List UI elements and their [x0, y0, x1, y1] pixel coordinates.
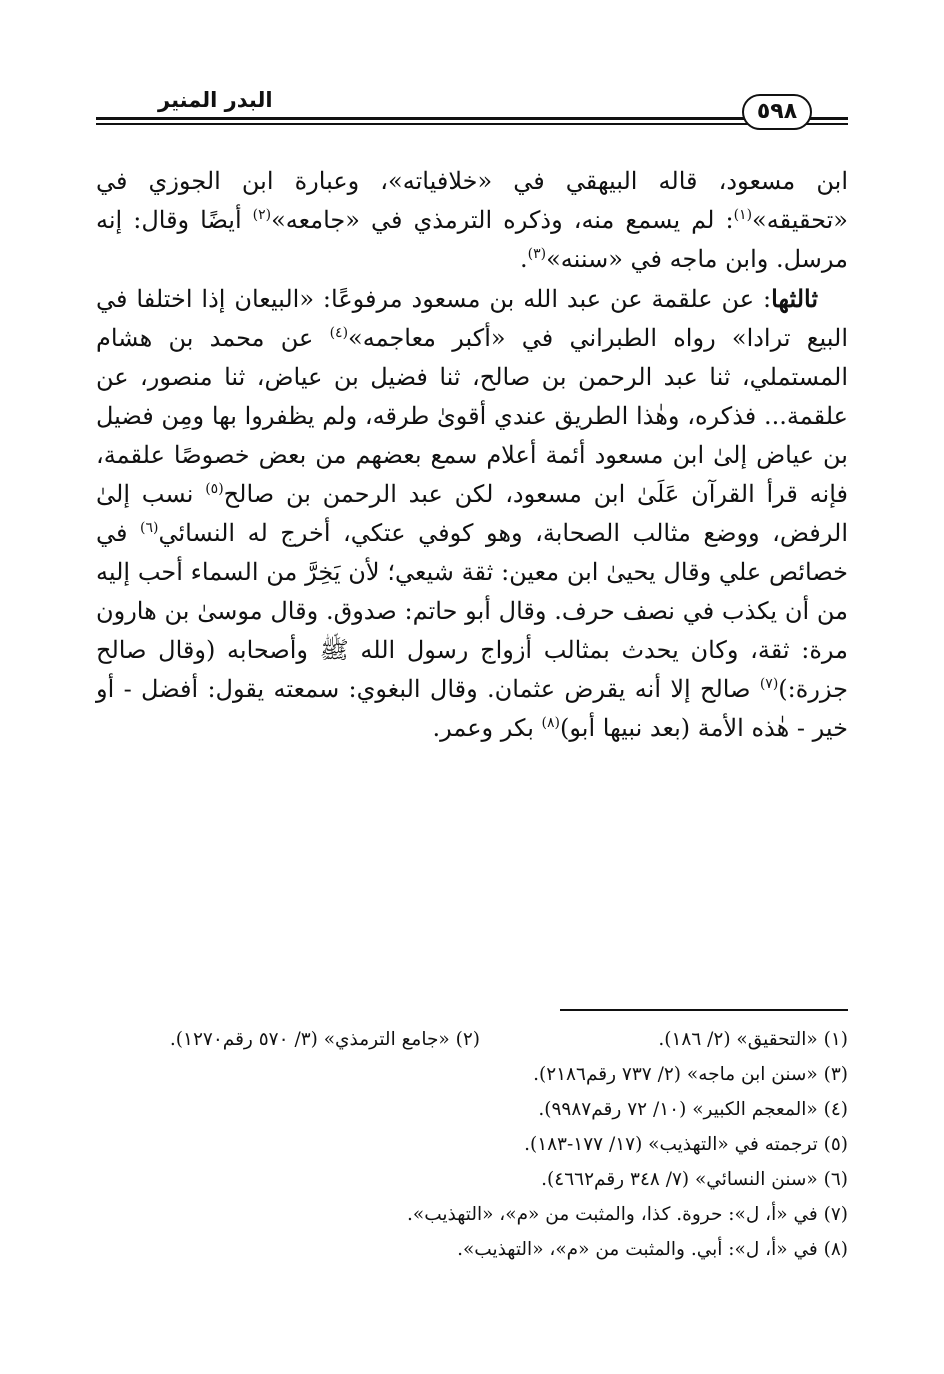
- footnote-2: (٢) «جامع الترمذي» (٣/ ٥٧٠ رقم١٢٧٠).: [169, 1029, 480, 1050]
- footnote-ref-4: (٤): [329, 325, 349, 341]
- footnote-ref-7: (٧): [759, 676, 779, 692]
- book-title: البدر المنير: [148, 88, 283, 112]
- footnote-ref-3: (٣): [527, 246, 547, 262]
- main-text: [96, 162, 848, 748]
- header-rule-thick: [96, 117, 848, 120]
- footnote-ref-6: (٦): [140, 520, 159, 536]
- paragraph-1: ابن مسعود، قاله البيهقي في «خلافياته»، وعبارة ابن الجوزي في «تحقيقه»$^{(١)}$: لم يسمع منه، وذكره الترمذي في «جامعه»$^{(٢)}$ أيضًا وقال: إنه مرسل. وابن ماجه في «سننه»$^{(٣)}$.: [96, 167, 848, 273]
- footnotes: [96, 1022, 848, 1267]
- footnote-3: (٣) «سنن ابن ماجه» (٢/ ٧٣٧ رقم٢١٨٦).: [533, 1064, 848, 1085]
- footnote-6: (٦) «سنن النسائي» (٧/ ٣٤٨ رقم٤٦٦٢).: [541, 1169, 848, 1190]
- paragraph-2: ثالثها: عن علقمة عن عبد الله بن مسعود مرفوعًا: «البيعان إذا اختلفا في البيع ترادا» رواه الطبراني في «أكبر معاجمه»$^{(٤)}$ عن محمد بن هشام المستملي، ثنا عبد الرحمن بن صالح، ثنا فضيل بن عياض، ثنا منصور، عن علقمة... فذكره، وهٰذا الطريق عندي أقوىٰ طرقه، ولم يظفروا بها ومِن فضيل بن عياض إلىٰ ابن مسعود أئمة أعلام سمع بعضهم من بعض خصوصًا علقمة، فإنه قرأ القرآن عَلَىٰ ابن مسعود، لكن عبد الرحمن بن صالح$^{(٥)}$ نسب إلىٰ الرفض، ووضع مثالب الصحابة، وهو كوفي عتكي، أخرج له النسائي$^{(٦)}$ في خصائص علي وقال يحيىٰ ابن معين: ثقة شيعي؛ لأن يَخِرَّ من السماء أحب إليه من أن يكذب في نصف حرف. وقال أبو حاتم: صدوق. وقال موسىٰ بن هارون مرة: ثقة، وكان يحدث بمثالب أزواج رسول الله ﷺ وأصحابه (وقال صالح جزرة:)$^{(٧)}$ صالح إلا أنه يقرض عثمان. وقال البغوي: سمعته يقول: أفضل - أو خير - هٰذه الأمة (بعد نبيها أبو)$^{(٨)}$ بكر وعمر.: [96, 284, 849, 742]
- section-lead-word: ثالثها: [771, 284, 818, 313]
- footnote-ref-8: (٨): [541, 715, 561, 731]
- footnote-4: (٤) «المعجم الكبير» (١٠/ ٧٢ رقم٩٩٨٧).: [538, 1099, 848, 1120]
- footnote-7: (٧) في «أ، ل»: حروة. كذا، والمثبت من «م»، «التهذيب».: [407, 1204, 848, 1225]
- footnote-5: (٥) ترجمته في «التهذيب» (١٧/ ١٧٧-١٨٣).: [524, 1134, 848, 1155]
- footnote-row: [96, 1022, 848, 1057]
- footnote-8: (٨) في «أ، ل»: أبي. والمثبت من «م»، «التهذيب».: [457, 1239, 848, 1260]
- footnote-ref-1: (١): [733, 207, 753, 223]
- footnote-separator: [560, 1009, 848, 1011]
- footnote-ref-5: (٥): [205, 481, 224, 497]
- page-number: ٥٩٨: [742, 94, 812, 130]
- page-header: [96, 88, 848, 138]
- footnote-ref-2: (٢): [252, 207, 272, 223]
- footnote-1: (١) «التحقيق» (٢/ ١٨٦).: [658, 1029, 848, 1050]
- header-rule-thin: [96, 123, 848, 125]
